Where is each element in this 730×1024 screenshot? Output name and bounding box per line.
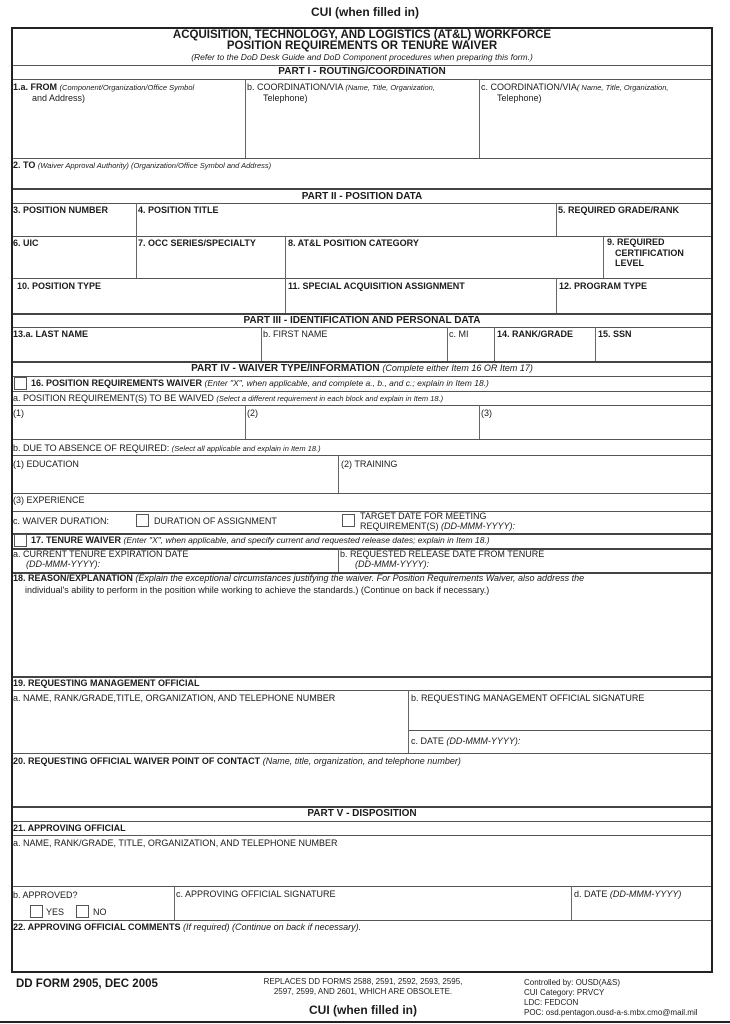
rank-grade-field[interactable]: [495, 327, 595, 361]
item21d-label: d. DATE (DD-MMM-YYYY): [574, 889, 682, 899]
divider: [13, 439, 711, 440]
target-date-label: TARGET DATE FOR MEETING REQUIREMENT(S) (DD-MMM-YYYY):: [360, 511, 516, 531]
special-assignment-label: 11. SPECIAL ACQUISITION ASSIGNMENT: [288, 281, 465, 291]
item19c-label: c. DATE (DD-MMM-YYYY):: [411, 736, 521, 746]
coordination-b-hint: Telephone): [263, 93, 308, 103]
to-field[interactable]: [13, 158, 711, 188]
atl-category-label: 8. AT&L POSITION CATEGORY: [288, 238, 419, 248]
cert-level-label: 9. REQUIRED CERTIFICATION LEVEL: [607, 237, 684, 268]
item17-label: 17. TENURE WAIVER (Enter "X", when applicable, and specify current and requested release dates; explain in Item 18.): [31, 535, 490, 545]
training-label: (2) TRAINING: [341, 459, 398, 469]
experience-field[interactable]: [13, 493, 711, 511]
divider: [338, 548, 339, 572]
education-field[interactable]: [13, 455, 338, 493]
divider: [13, 690, 711, 691]
target-date-checkbox[interactable]: [342, 514, 355, 527]
approved-yes-checkbox[interactable]: [30, 905, 43, 918]
cui-marking-top: CUI (when filled in): [311, 5, 419, 19]
replaces-notice: REPLACES DD FORMS 2588, 2591, 2592, 2593, 2595, 2597, 2599, AND 2601, WHICH ARE OBSOLETE.: [263, 977, 463, 996]
training-field[interactable]: [339, 455, 711, 493]
rank-grade-label: 14. RANK/GRADE: [497, 329, 574, 339]
duration-of-assignment-checkbox[interactable]: [136, 514, 149, 527]
uic-label: 6. UIC: [13, 238, 39, 248]
controlled-by: Controlled by: OUSD(A&S): [524, 978, 621, 987]
point-of-contact-field[interactable]: [13, 768, 711, 806]
divider: [13, 188, 711, 190]
grade-rank-label: 5. REQUIRED GRADE/RANK: [558, 205, 680, 215]
form-title-line2: POSITION REQUIREMENTS OR TENURE WAIVER: [226, 40, 498, 52]
item16-label: 16. POSITION REQUIREMENTS WAIVER (Enter "X", when applicable, and complete a., b., and c.; explain in Item 18.): [31, 378, 489, 388]
item18-label: 18. REASON/EXPLANATION (Explain the exceptional circumstances justifying the waiver. For Position Requirements Waiver, also address the: [13, 573, 585, 583]
item19b-label: b. REQUESTING MANAGEMENT OFFICIAL SIGNATURE: [411, 693, 645, 703]
part2-heading: PART II - POSITION DATA: [301, 191, 423, 202]
divider: [13, 835, 711, 836]
position-title-field[interactable]: [137, 203, 556, 236]
position-requirements-waiver-checkbox[interactable]: [14, 377, 27, 390]
divider: [13, 920, 711, 921]
occ-series-label: 7. OCC SERIES/SPECIALTY: [138, 238, 256, 248]
waiver-duration-label: c. WAIVER DURATION:: [13, 516, 110, 526]
item19a-label: a. NAME, RANK/GRADE,TITLE, ORGANIZATION, AND TELEPHONE NUMBER: [13, 693, 336, 703]
form-title-line1: ACQUISITION, TECHNOLOGY, AND LOGISTICS (AT&L) WORKFORCE: [172, 29, 552, 41]
requesting-official-date-field[interactable]: [533, 732, 711, 752]
coordination-b-field[interactable]: [246, 79, 479, 158]
cui-marking-bottom: CUI (when filled in): [309, 1003, 417, 1017]
program-type-label: 12. PROGRAM TYPE: [559, 281, 648, 291]
ldc: LDC: FEDCON: [524, 998, 579, 1007]
tenure-waiver-checkbox[interactable]: [14, 534, 27, 547]
form-identifier: DD FORM 2905, DEC 2005: [16, 978, 158, 990]
requesting-official-name-field[interactable]: [13, 705, 408, 753]
item19-label: 19. REQUESTING MANAGEMENT OFFICIAL: [13, 678, 200, 688]
requirement-3-field[interactable]: [480, 405, 711, 439]
approving-official-signature-field[interactable]: [175, 901, 571, 920]
ssn-field[interactable]: [596, 327, 711, 361]
requirement-3-label: (3): [481, 408, 492, 418]
last-name-field[interactable]: [13, 327, 261, 361]
requested-release-field[interactable]: [433, 559, 711, 572]
item18-hint: individual's ability to perform in the position while working to achieve the standards.) (Continue on back if necessary.): [25, 585, 490, 595]
approving-official-date-field[interactable]: [572, 901, 711, 920]
approving-official-name-field[interactable]: [13, 849, 711, 886]
from-label: 1.a. FROM (Component/Organization/Office Symbol: [13, 82, 195, 92]
from-field[interactable]: [13, 79, 245, 158]
approved-yes-label: YES: [46, 907, 65, 917]
requested-release-label: b. REQUESTED RELEASE DATE FROM TENURE (DD-MMM-YYYY):: [340, 549, 545, 569]
item16a-label: a. POSITION REQUIREMENT(S) TO BE WAIVED (Select a different requirement in each block and explain in Item 18.): [13, 393, 444, 403]
part1-heading: PART I - ROUTING/COORDINATION: [278, 66, 446, 77]
grade-rank-field[interactable]: [557, 203, 711, 236]
approved-no-label: NO: [93, 907, 107, 917]
item21a-label: a. NAME, RANK/GRADE, TITLE, ORGANIZATION, AND TELEPHONE NUMBER: [13, 838, 338, 848]
position-number-label: 3. POSITION NUMBER: [13, 205, 109, 215]
target-date-field[interactable]: [543, 513, 711, 532]
experience-label: (3) EXPERIENCE: [13, 495, 85, 505]
form-instructions: (Refer to the DoD Desk Guide and DoD Component procedures when preparing this form.): [191, 52, 533, 62]
first-name-label: b. FIRST NAME: [263, 329, 328, 339]
part3-heading: PART III - IDENTIFICATION AND PERSONAL DATA: [243, 315, 481, 326]
position-title-label: 4. POSITION TITLE: [138, 205, 219, 215]
mi-field[interactable]: [448, 327, 494, 361]
part5-heading: PART V - DISPOSITION: [307, 808, 417, 819]
current-tenure-label: a. CURRENT TENURE EXPIRATION DATE (DD-MMM-YYYY):: [13, 549, 189, 569]
approving-official-comments-field[interactable]: [13, 934, 711, 971]
requesting-official-signature-field[interactable]: [409, 705, 711, 730]
education-label: (1) EDUCATION: [13, 459, 79, 469]
occ-series-field[interactable]: [137, 236, 285, 278]
item22-label: 22. APPROVING OFFICIAL COMMENTS (If required) (Continue on back if necessary).: [13, 922, 362, 932]
last-name-label: 13.a. LAST NAME: [13, 329, 89, 339]
atl-category-field[interactable]: [286, 236, 603, 278]
item21-label: 21. APPROVING OFFICIAL: [13, 823, 126, 833]
divider: [13, 886, 711, 887]
part4-heading: PART IV - WAIVER TYPE/INFORMATION (Complete either Item 16 OR Item 17): [191, 363, 533, 374]
reason-explanation-field[interactable]: [13, 597, 711, 676]
divider: [13, 821, 711, 822]
approved-no-checkbox[interactable]: [76, 905, 89, 918]
position-type-field[interactable]: [13, 278, 285, 313]
to-label: 2. TO (Waiver Approval Authority) (Organization/Office Symbol and Address): [13, 160, 272, 170]
program-type-field[interactable]: [557, 278, 711, 313]
requirement-1-label: (1): [13, 408, 24, 418]
page-bottom-rule: [0, 1021, 730, 1023]
divider: [13, 376, 711, 377]
special-assignment-field[interactable]: [286, 278, 556, 313]
coordination-c-label: c. COORDINATION/VIA( Name, Title, Organization,: [481, 82, 669, 92]
divider: [13, 391, 711, 392]
uic-field[interactable]: [13, 236, 136, 278]
requirement-2-label: (2): [247, 408, 258, 418]
position-number-field[interactable]: [13, 203, 136, 236]
ssn-label: 15. SSN: [598, 329, 632, 339]
divider: [13, 753, 711, 754]
first-name-field[interactable]: [262, 327, 447, 361]
poc: POC: osd.pentagon.ousd-a-s.mbx.cmo@mail.mil: [524, 1008, 698, 1017]
cert-level-field[interactable]: [604, 236, 711, 278]
coordination-b-label: b. COORDINATION/VIA (Name, Title, Organization,: [247, 82, 435, 92]
cui-category: CUI Category: PRVCY: [524, 988, 605, 997]
coordination-c-hint: Telephone): [497, 93, 542, 103]
requirement-2-field[interactable]: [246, 405, 479, 439]
position-type-label: 10. POSITION TYPE: [17, 281, 102, 291]
coordination-c-field[interactable]: [480, 79, 711, 158]
item16b-label: b. DUE TO ABSENCE OF REQUIRED: (Select all applicable and explain in Item 18.): [13, 443, 321, 453]
item21c-label: c. APPROVING OFFICIAL SIGNATURE: [176, 889, 336, 899]
form-frame: [11, 27, 713, 973]
item20-label: 20. REQUESTING OFFICIAL WAIVER POINT OF CONTACT (Name, title, organization, and telephone number): [13, 756, 461, 766]
divider: [409, 730, 711, 731]
duration-of-assignment-label: DURATION OF ASSIGNMENT: [154, 516, 277, 526]
from-hint: and Address): [32, 93, 86, 103]
item21b-label: b. APPROVED?: [13, 890, 78, 900]
current-tenure-field[interactable]: [103, 559, 333, 572]
cui-control-block: [524, 978, 698, 1018]
mi-label: c. MI: [449, 329, 469, 339]
requirement-1-field[interactable]: [13, 405, 245, 439]
